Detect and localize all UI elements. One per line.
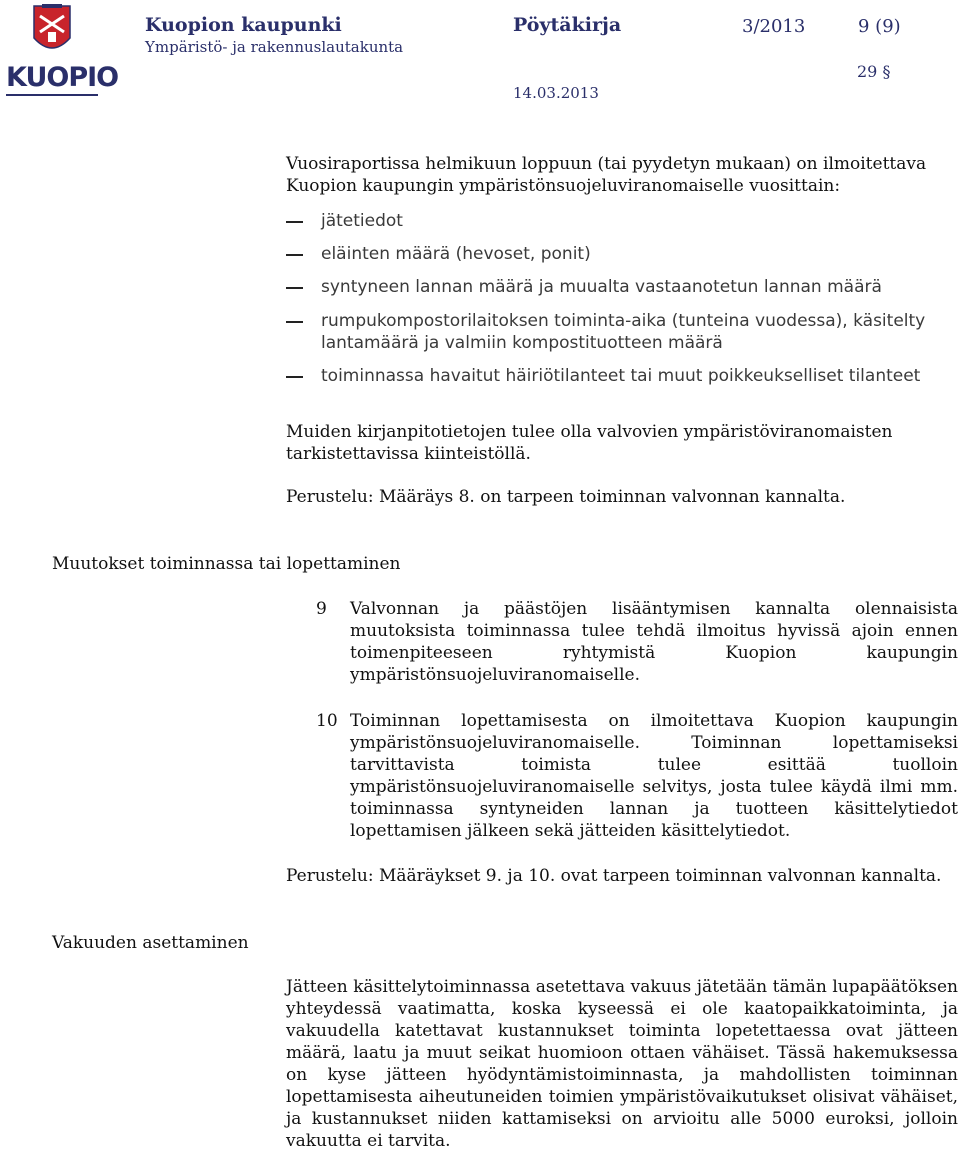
regulation-text: Toiminnan lopettamisesta on ilmoitettava Kuopion kaupungin ympäristönsuojeluviranomaiselle. Toiminnan lopettamiseksi tarvittavista toimista tulee esittää tuolloin ympäristönsuojeluviranomaiselle selvitys, josta tulee käydä ilmi mm. toiminnassa syntyneiden lannan ja tuotteen käsittelytiedot lopettamisen jälkeen sekä jätteiden käsittelytiedot. [350, 711, 958, 841]
logo-wordmark: KUOPIO [6, 62, 119, 93]
kuopio-logo [4, 2, 119, 97]
dash-bullet [286, 376, 303, 378]
dash-bullet [286, 254, 303, 256]
rationale-paragraph: Perustelu: Määräykset 9. ja 10. ovat tarpeen toiminnan valvonnan kannalta. [286, 866, 942, 886]
rationale-paragraph: Perustelu: Määräys 8. on tarpeen toiminnan valvonnan kannalta. [286, 487, 846, 507]
list-item: rumpukompostorilaitoksen toiminta-aika (tunteina vuodessa), käsitelty lantamäärä ja valmiin kompostituotteen määrä [286, 310, 958, 354]
regulation-text: Valvonnan ja päästöjen lisääntymisen kannalta olennaisista muutoksista toiminnassa tulee tehdä ilmoitus hyvissä ajoin ennen toimenpiteeseen ryhtymistä Kuopion kaupungin ympäristönsuojeluviranomaiselle. [350, 599, 958, 685]
logo-underline [6, 94, 98, 96]
list-item: eläinten määrä (hevoset, ponit) [286, 243, 958, 265]
section-label-changes: Muutokset toiminnassa tai lopettaminen [52, 554, 401, 574]
meeting-date: 14.03.2013 [513, 84, 599, 102]
dash-bullet [286, 287, 303, 289]
list-item: toiminnassa havaitut häiriötilanteet tai muut poikkeukselliset tilanteet [286, 365, 958, 387]
regulation-item [316, 710, 958, 842]
report-intro: Vuosiraportissa helmikuun loppuun (tai pyydetyn mukaan) on ilmoitettava Kuopion kaupungin ympäristönsuojeluviranomaiselle vuosittain: [286, 154, 927, 196]
regulation-number: 10 [316, 711, 338, 731]
section-number: 29 § [857, 62, 891, 81]
regulation-number: 9 [316, 599, 327, 619]
list-item: syntyneen lannan määrä ja muualta vastaanotetun lannan määrä [286, 276, 958, 298]
document-type: Pöytäkirja [513, 14, 622, 36]
department-name: Ympäristö- ja rakennuslautakunta [145, 38, 404, 56]
organization-name: Kuopion kaupunki [145, 14, 342, 36]
other-records-paragraph: Muiden kirjanpitotietojen tulee olla valvovien ympäristöviranomaisten tarkistettavissa kiinteistöllä. [286, 422, 893, 464]
dash-bullet [286, 221, 303, 223]
list-item: jätetiedot [286, 210, 958, 232]
guarantee-paragraph: Jätteen käsittelytoiminnassa asetettava vakuus jätetään tämän lupapäätöksen yhteydessä vaatimatta, koska kyseessä ei ole kaatopaikkatoiminta, ja vakuudella katettavat kustannukset toiminta lopetettaessa ovat jätteen määrä, laatu ja muut seikat huomioon ottaen vähäiset. Tässä hakemuksessa on kyse jätteen hyödyntämistoiminnasta, ja mahdollisten toiminnan lopettamisesta aiheutuneiden toimien ympäristövaikutukset olisivat vähäiset, ja kustannukset niiden kattamiseksi on arvioitu alle 5000 euroksi, jolloin vakuutta ei tarvita. [286, 977, 958, 1151]
section-label-guarantee: Vakuuden asettaminen [52, 933, 249, 953]
regulation-item [316, 598, 958, 686]
page-number: 9 (9) [858, 16, 901, 37]
document-number: 3/2013 [742, 16, 806, 37]
coat-of-arms-icon [4, 2, 100, 62]
dash-bullet [286, 321, 303, 323]
